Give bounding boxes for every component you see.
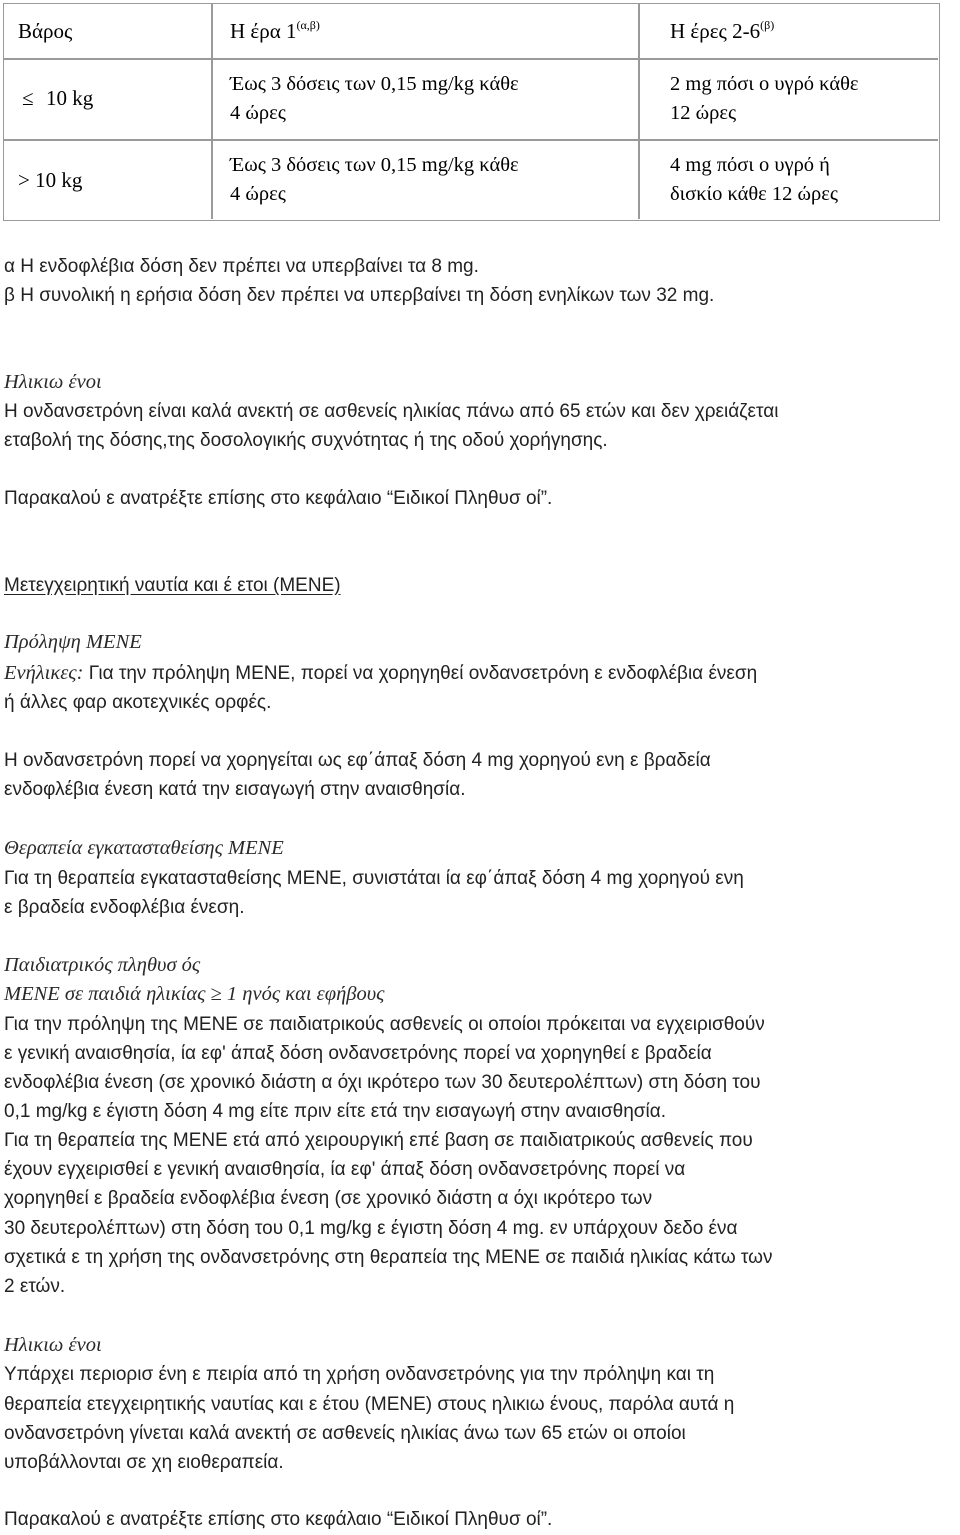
table-divider (211, 4, 213, 219)
elderly-heading: Ηλικιω ένοι (4, 371, 102, 393)
pediatric-text-line: Για τη θεραπεία της ΜΕΝΕ ετά από χειρουργική επέ βαση σε παιδιατρικούς ασθενείς που (4, 1130, 753, 1151)
table-cell-weight (22, 84, 93, 113)
treatment-text-line: Για τη θεραπεία εγκατασταθείσης ΜΕΝΕ, συνιστάται ία εφ΄άπαξ δόση 4 mg χορηγού ενη (4, 868, 744, 889)
table-divider (638, 4, 640, 219)
less-equal-symbol: ≤ (22, 86, 34, 110)
table-header-days2-6 (670, 17, 774, 46)
elderly-text-line: εταβολή της δόσης,της δοσολογικής συχνότητας ή της οδού χορήγησης. (4, 430, 608, 451)
pediatric-text-line: 2 ετών. (4, 1276, 66, 1297)
table-cell-days2-6-line: 2 mg πόσι ο υγρό κάθε (670, 73, 859, 95)
adults-text-line: ή άλλες φαρ ακοτεχνικές ορφές. (4, 692, 272, 713)
table-divider (4, 58, 938, 60)
pediatric-heading: Παιδιατρικός πληθυσ ός (4, 954, 201, 976)
adults-text: Για την πρόληψη ΜΕΝΕ, πορεί να χορηγηθεί ονδανσετρόνη ε ενδοφλέβια ένεση (83, 663, 758, 684)
dose-text-line: Η ονδανσετρόνη πορεί να χορηγείται ως εφ΄άπαξ δόση 4 mg χορηγού ενη ε βραδεία (4, 750, 711, 771)
table-cell-day1-line: Έως 3 δόσεις των 0,15 mg/kg κάθε (230, 73, 519, 95)
table-divider (4, 139, 938, 141)
pediatric-text-line: Για την πρόληψη της ΜΕΝΕ σε παιδιατρικούς ασθενείς οι οποίοι πρόκειται να εγχειρισθούν (4, 1014, 765, 1035)
pediatric-text-line: χορηγηθεί ε βραδεία ενδοφλέβια ένεση (σε χρονικό διάστη α όχι ικρότερο των (4, 1188, 653, 1209)
adults-line (4, 659, 757, 688)
pediatric-text-line: ε γενική αναισθησία, ία εφ' άπαξ δόση ονδανσετρόνης πορεί να χορηγηθεί ε βραδεία (4, 1043, 712, 1064)
pediatric-text-line: σχετικά ε τη χρήση της ονδανσετρόνης στη θεραπεία της ΜΕΝΕ σε παιδιά ηλικίας κάτω των (4, 1247, 773, 1268)
table-header-weight: Βάρος (18, 19, 73, 43)
table-cell-days2-6-line: 12 ώρες (670, 102, 737, 124)
table-cell-weight: > 10 kg (18, 168, 83, 192)
elderly-refer: Παρακαλού ε ανατρέξτε επίσης στο κεφάλαιο “Ειδικοί Πληθυσ οί”. (4, 488, 553, 509)
table-cell-days2-6-line: 4 mg πόσι ο υγρό ή (670, 154, 830, 176)
footnote-beta: β Η συνολική η ερήσια δόση δεν πρέπει να υπερβαίνει τη δόση ενηλίκων των 32 mg. (4, 285, 715, 306)
footnote-ref: (α,β) (296, 18, 320, 32)
weight-value: 10 kg (46, 86, 94, 110)
table-cell-day1-line: 4 ώρες (230, 183, 286, 205)
table-cell-day1-line: 4 ώρες (230, 102, 286, 124)
pediatric-text-line: ενδοφλέβια ένεση (σε χρονικό διάστη α όχι ικρότερο των 30 δευτερολέπτων) στη δόση του (4, 1072, 761, 1093)
elderly-heading: Ηλικιω ένοι (4, 1334, 102, 1356)
elderly-text-line: Υπάρχει περιορισ ένη ε πειρία από τη χρήση ονδανσετρόνης για την πρόληψη και τη (4, 1364, 715, 1385)
elderly-text-line: θεραπεία ετεγχειρητικής ναυτίας και ε έτου (ΜΕΝΕ) στους ηλικιω ένους, παρόλα αυτά η (4, 1394, 735, 1415)
table-cell-days2-6-line: δισκίο κάθε 12 ώρες (670, 183, 838, 205)
adults-label: Ενήλικες: (4, 662, 84, 684)
pediatric-subheading: ΜΕΝΕ σε παιδιά ηλικίας ≥ 1 ηνός και εφήβους (4, 983, 385, 1005)
elderly-refer: Παρακαλού ε ανατρέξτε επίσης στο κεφάλαιο “Ειδικοί Πληθυσ οί”. (4, 1509, 553, 1530)
treatment-heading: Θεραπεία εγκατασταθείσης ΜΕΝΕ (4, 837, 284, 859)
footnote-ref: (β) (760, 18, 775, 32)
header-text: Η έρα 1 (230, 19, 297, 43)
elderly-text-line: υποβάλλονται σε χη ειοθεραπεία. (4, 1452, 284, 1473)
pediatric-text-line: έχουν εγχειρισθεί ε γενική αναισθησία, ία εφ' άπαξ δόση ονδανσετρόνης πορεί να (4, 1159, 686, 1180)
treatment-text-line: ε βραδεία ενδοφλέβια ένεση. (4, 897, 245, 918)
table-cell-day1-line: Έως 3 δόσεις των 0,15 mg/kg κάθε (230, 154, 519, 176)
pediatric-text-line: 0,1 mg/kg ε έγιστη δόση 4 mg είτε πριν είτε ετά την εισαγωγή στην αναισθησία. (4, 1101, 667, 1122)
prevention-heading: Πρόληψη ΜΕΝΕ (4, 631, 142, 653)
footnote-alpha: α Η ενδοφλέβια δόση δεν πρέπει να υπερβαίνει τα 8 mg. (4, 256, 479, 277)
elderly-text-line: ονδανσετρόνη γίνεται καλά ανεκτή σε ασθενείς ηλικίας άνω των 65 ετών οι οποίοι (4, 1423, 686, 1444)
elderly-text-line: Η ονδανσετρόνη είναι καλά ανεκτή σε ασθενείς ηλικίας πάνω από 65 ετών και δεν χρειάζεται (4, 401, 779, 422)
dose-text-line: ενδοφλέβια ένεση κατά την εισαγωγή στην αναισθησία. (4, 779, 466, 800)
table-header-day1 (230, 17, 320, 46)
pediatric-text-line: 30 δευτερολέπτων) στη δόση του 0,1 mg/kg ε έγιστη δόση 4 mg. εν υπάρχουν δεδο ένα (4, 1218, 738, 1239)
header-text: Η έρες 2-6 (670, 19, 761, 43)
pnv-heading: Μετεγχειρητική ναυτία και έ ετοι (ΜΕΝΕ) (4, 575, 341, 596)
